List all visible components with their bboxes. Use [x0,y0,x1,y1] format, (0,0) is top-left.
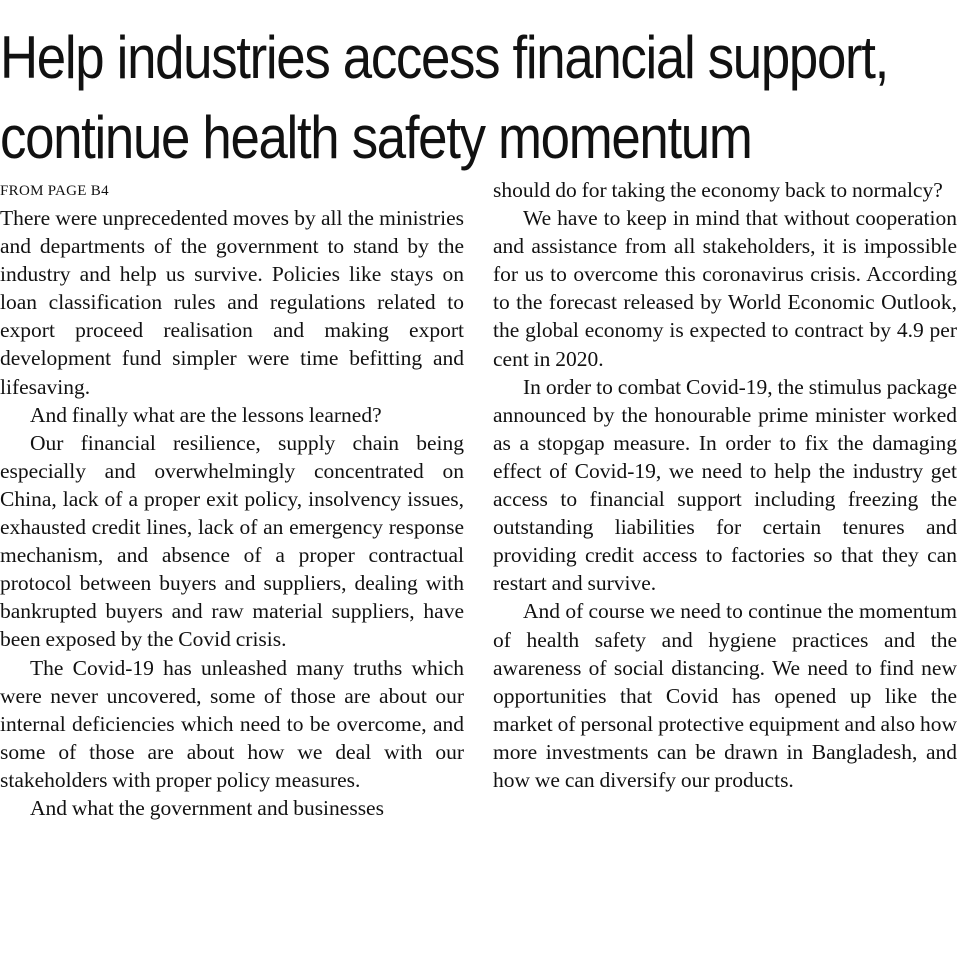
paragraph: And what the government and businesses [30,795,384,820]
dateline: FROM PAGE B4 [0,183,109,199]
paragraph: There were unprecedented moves by all the ministries and departments of the government to stand by the industry and help us survive. Policies like stays on loan classification rules and regulations related to export proceed realisation and making export development fund simpler were time befitting and lifesaving. [0,206,464,399]
headline-line-1: Help industries access financial support, [0,24,888,91]
right-column [493,176,957,794]
left-column [0,204,464,822]
paragraph: In order to combat Covid-19, the stimulus package announced by the honourable prime minister worked as a stopgap measure. In order to fix the damaging effect of Covid-19, we need to help the industry get access to financial support including freezing the outstanding liabilities for certain tenures and providing credit access to factories so that they can restart and survive. [493,374,957,596]
paragraph: The Covid-19 has unleashed many truths which were never uncovered, some of those are about our internal deficiencies which need to be overcome, and some of those are about how we deal with our stakeholders with proper policy measures. [0,655,464,792]
paragraph: We have to keep in mind that without cooperation and assistance from all stakeholders, it is impossible for us to overcome this coronavirus crisis. According to the forecast released by World Economic Outlook, the global economy is expected to contract by 4.9 per cent in 2020. [493,206,957,371]
paragraph: And finally what are the lessons learned? [30,402,382,427]
headline-line-2: continue health safety momentum [0,104,752,171]
paragraph: Our financial resilience, supply chain being especially and overwhelmingly concentrated on China, lack of a proper exit policy, insolvency issues, exhausted credit lines, lack of an emergency response mechanism, and absence of a proper contractual protocol between buyers and suppliers, dealing with bankrupted buyers and raw material suppliers, have been exposed by the Covid crisis. [0,430,464,652]
headline [0,18,888,178]
paragraph: should do for taking the economy back to normalcy? [493,178,943,202]
paragraph: And of course we need to continue the momentum of health safety and hygiene practices and the awareness of social distancing. We need to find new opportunities that Covid has opened up like the market of personal protective equipment and also how more investments can be drawn in Bangladesh, and how we can diversify our products. [493,599,957,792]
